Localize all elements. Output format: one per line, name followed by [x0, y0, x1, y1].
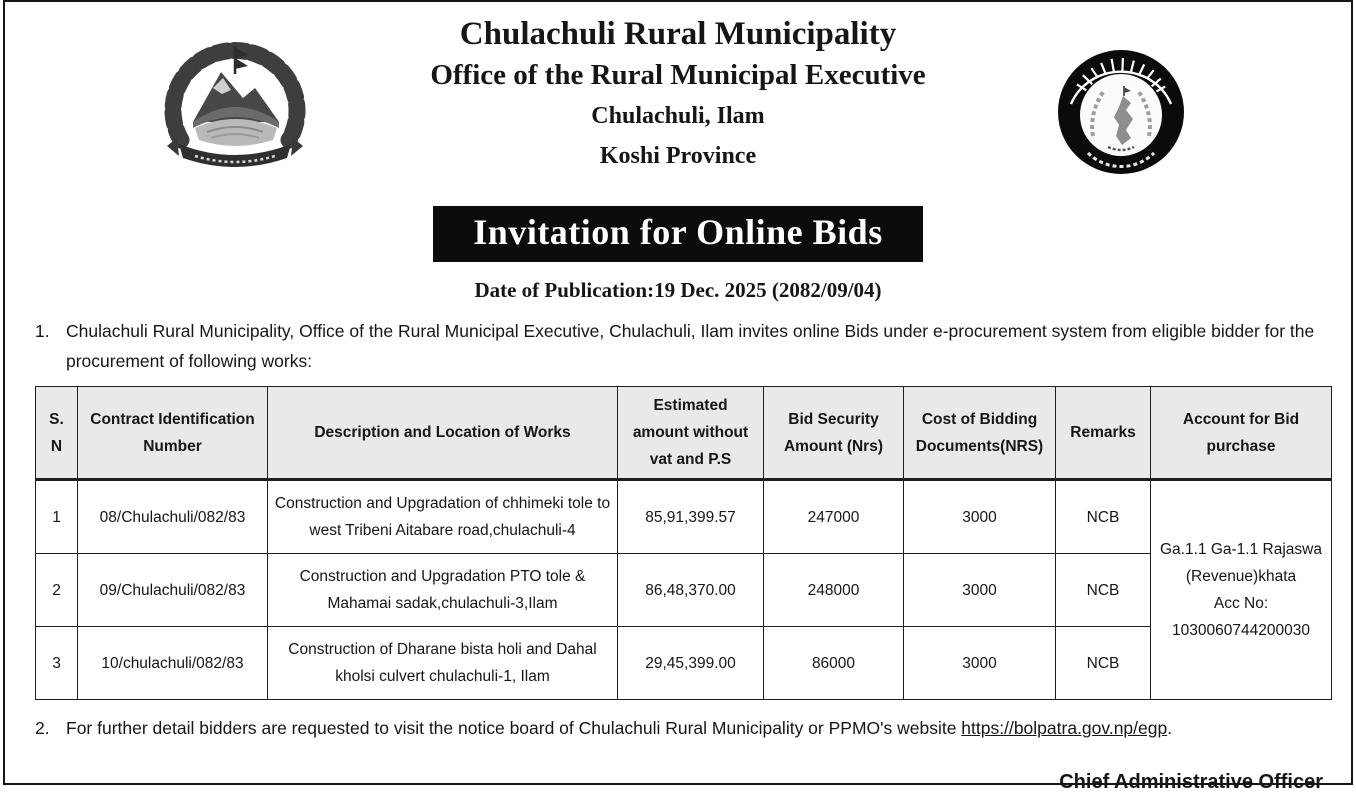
- table-header-row: [36, 387, 1332, 480]
- cell-estimated-amount: 85,91,399.57: [618, 480, 764, 554]
- paragraph-1: [35, 316, 1337, 376]
- office-name: Office of the Rural Municipal Executive: [5, 54, 1351, 96]
- table-row: [36, 480, 1332, 554]
- cell-account-for-bid: [1151, 480, 1332, 700]
- account-line: (Revenue)khata: [1157, 563, 1325, 590]
- cell-cost-of-documents: 3000: [904, 480, 1056, 554]
- signature-title: Chief Administrative Officer: [5, 771, 1323, 794]
- cell-contract-id: 10/chulachuli/082/83: [78, 627, 268, 700]
- office-location: Chulachuli, Ilam: [5, 96, 1351, 136]
- cell-description: Construction and Upgradation of chhimeki tole to west Tribeni Aitabare road,chulachuli-4: [268, 480, 618, 554]
- cell-contract-id: 08/Chulachuli/082/83: [78, 480, 268, 554]
- col-header-sn: S. N: [36, 387, 78, 480]
- notice-document: [3, 0, 1353, 785]
- municipality-name: Chulachuli Rural Municipality: [5, 14, 1351, 54]
- col-header-estimated-amount: Estimated amount without vat and P.S: [618, 387, 764, 480]
- col-header-contract-id: Contract Identification Number: [78, 387, 268, 480]
- cell-estimated-amount: 29,45,399.00: [618, 627, 764, 700]
- paragraph-2: [35, 713, 1337, 743]
- cell-bid-security: 247000: [764, 480, 904, 554]
- cell-description: Construction and Upgradation PTO tole & Mahamai sadak,chulachuli-3,Ilam: [268, 554, 618, 627]
- nepal-government-emblem-icon: [151, 40, 319, 183]
- col-header-account: Account for Bid purchase: [1151, 387, 1332, 480]
- cell-bid-security: 248000: [764, 554, 904, 627]
- paragraph-2-number: 2.: [35, 713, 66, 743]
- document-header: [5, 2, 1351, 190]
- cell-remarks: NCB: [1056, 554, 1151, 627]
- col-header-bid-security: Bid Security Amount (Nrs): [764, 387, 904, 480]
- notice-title-banner: Invitation for Online Bids: [433, 206, 922, 262]
- paragraph-2-text: [66, 713, 1337, 743]
- col-header-cost-of-documents: Cost of Bidding Documents(NRS): [904, 387, 1056, 480]
- paragraph-1-text: Chulachuli Rural Municipality, Office of the Rural Municipal Executive, Chulachuli, Ilam invites online Bids under e-procurement system from eligible bidder for the procurement of following works:: [66, 316, 1337, 376]
- cell-remarks: NCB: [1056, 480, 1151, 554]
- paragraph-1-number: 1.: [35, 316, 66, 376]
- cell-description: Construction of Dharane bista holi and Dahal kholsi culvert chulachuli-1, Ilam: [268, 627, 618, 700]
- cell-sn: 1: [36, 480, 78, 554]
- table-row: [36, 627, 1332, 700]
- cell-sn: 3: [36, 627, 78, 700]
- cell-cost-of-documents: 3000: [904, 554, 1056, 627]
- col-header-remarks: Remarks: [1056, 387, 1151, 480]
- cell-cost-of-documents: 3000: [904, 627, 1056, 700]
- cell-sn: 2: [36, 554, 78, 627]
- account-line: Ga.1.1 Ga-1.1 Rajaswa: [1157, 536, 1325, 563]
- cell-remarks: NCB: [1056, 627, 1151, 700]
- cell-contract-id: 09/Chulachuli/082/83: [78, 554, 268, 627]
- account-line: Acc No:: [1157, 590, 1325, 617]
- cell-estimated-amount: 86,48,370.00: [618, 554, 764, 627]
- col-header-description: Description and Location of Works: [268, 387, 618, 480]
- table-row: [36, 554, 1332, 627]
- chulachuli-municipality-seal-icon: [1051, 44, 1191, 189]
- publication-date: Date of Publication:19 Dec. 2025 (2082/09/04): [5, 278, 1351, 303]
- bid-table: [35, 386, 1332, 700]
- province-name: Koshi Province: [5, 136, 1351, 176]
- ppmo-website-link[interactable]: https://bolpatra.gov.np/egp: [961, 718, 1167, 738]
- paragraph-2-text-after: .: [1167, 718, 1172, 738]
- account-line: 1030060744200030: [1157, 617, 1325, 644]
- paragraph-2-text-before: For further detail bidders are requested to visit the notice board of Chulachuli Rural Municipality or PPMO's website: [66, 718, 961, 738]
- banner-row: [5, 206, 1351, 262]
- cell-bid-security: 86000: [764, 627, 904, 700]
